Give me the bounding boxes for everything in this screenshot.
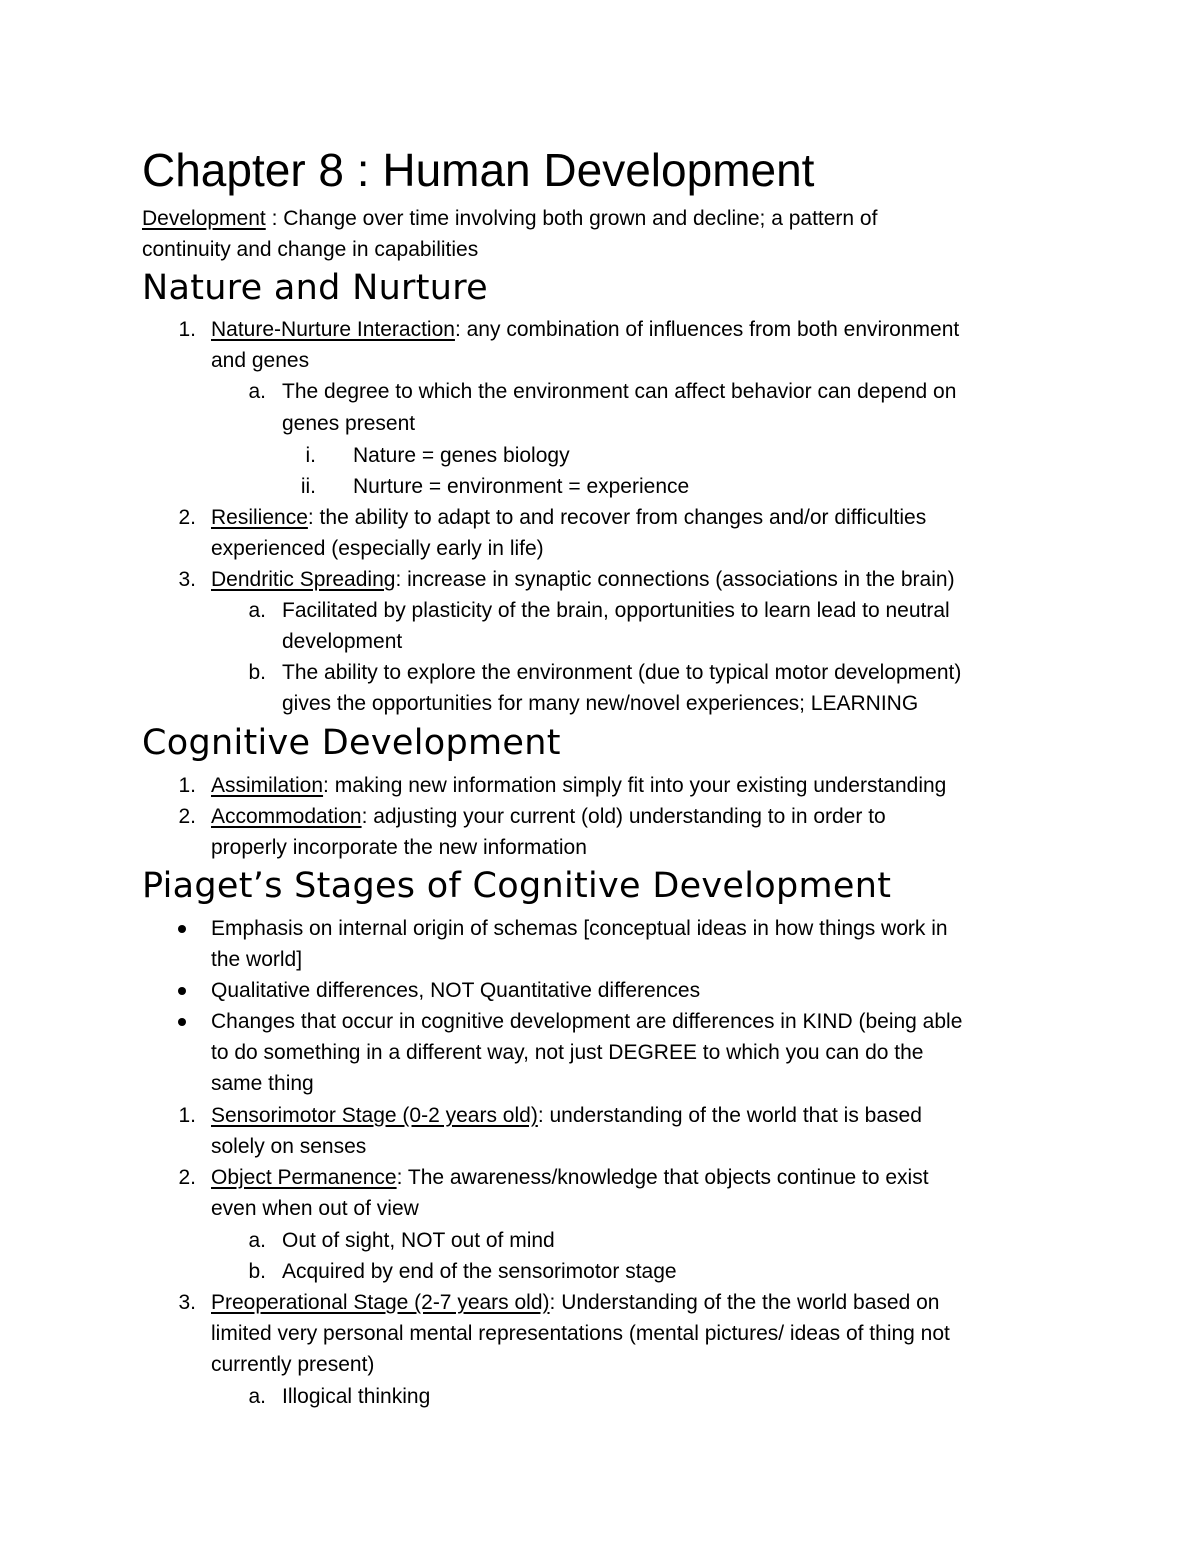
list-item-text-continued: and genes — [211, 349, 310, 372]
list-item-text: : The awareness/knowledge that objects continue to exist — [396, 1166, 929, 1189]
list-item-resilience — [211, 502, 926, 533]
bullet-item-text-continued: the world] — [211, 948, 303, 971]
bullet-item-text: Changes that occur in cognitive development are differences in KIND (being able — [211, 1010, 963, 1033]
term-nature-nurture-interaction: Nature-Nurture Interaction — [211, 318, 455, 341]
page-title: Chapter 8 : Human Development — [142, 144, 815, 196]
list-item-sensorimotor-stage — [211, 1100, 922, 1131]
term-dendritic-spreading: Dendritic Spreading — [211, 568, 396, 591]
sub-sub-item-text: Nature = genes biology — [353, 444, 570, 467]
bullet-item-text-continued: to do something in a different way, not just DEGREE to which you can do the — [211, 1041, 924, 1064]
list-item-object-permanence — [211, 1162, 929, 1193]
term-accommodation: Accommodation — [211, 805, 362, 828]
list-item-text-continued: experienced (especially early in life) — [211, 537, 544, 560]
list-item-accommodation — [211, 801, 886, 832]
list-item-dendritic-spreading — [211, 564, 955, 595]
list-marker: 3. — [178, 568, 196, 591]
sub-item-text: Acquired by end of the sensorimotor stage — [282, 1260, 677, 1283]
list-item-text: : adjusting your current (old) understanding to in order to — [361, 805, 886, 828]
list-item-preoperational-stage — [211, 1287, 939, 1318]
list-item-text: : any combination of influences from both environment — [454, 318, 960, 341]
term-object-permanence: Object Permanence — [211, 1166, 397, 1189]
sub-item-text: The degree to which the environment can affect behavior can depend on — [282, 380, 957, 403]
list-marker: a. — [248, 380, 266, 403]
list-marker: 2. — [178, 1166, 196, 1189]
list-item-text-continued: limited very personal mental representations (mental pictures/ ideas of thing not — [211, 1322, 950, 1345]
heading-cognitive-development: Cognitive Development — [142, 723, 561, 763]
sub-item-text-continued: gives the opportunities for many new/novel experiences; LEARNING — [282, 692, 919, 715]
list-item-text: : making new information simply fit into your existing understanding — [323, 774, 947, 797]
list-marker: 3. — [178, 1291, 196, 1314]
list-item-text-continued: properly incorporate the new information — [211, 836, 587, 859]
list-marker: b. — [248, 661, 266, 684]
term-preoperational-stage: Preoperational Stage (2-7 years old) — [211, 1291, 550, 1314]
list-marker: 1. — [178, 774, 196, 797]
term-sensorimotor-stage: Sensorimotor Stage (0-2 years old) — [211, 1104, 538, 1127]
definition-text: : Change over time involving both grown and decline; a pattern of — [265, 207, 878, 230]
term-development: Development — [142, 207, 266, 230]
sub-item-text: The ability to explore the environment (due to typical motor development) — [282, 661, 962, 684]
heading-piaget-stages: Piaget’s Stages of Cognitive Development — [142, 866, 892, 906]
list-item-text-continued: even when out of view — [211, 1197, 419, 1220]
list-marker: 2. — [178, 805, 196, 828]
definition-development — [142, 203, 877, 234]
list-item-assimilation — [211, 770, 946, 801]
list-marker: a. — [248, 1385, 266, 1408]
term-assimilation: Assimilation — [211, 774, 324, 797]
list-item-text: : Understanding of the the world based on — [549, 1291, 940, 1314]
list-item-text: : increase in synaptic connections (associations in the brain) — [395, 568, 955, 591]
bullet-icon — [178, 1018, 186, 1026]
list-item-text: : the ability to adapt to and recover from changes and/or difficulties — [307, 506, 927, 529]
bullet-icon — [178, 987, 186, 995]
heading-nature-nurture: Nature and Nurture — [142, 268, 489, 308]
bullet-icon — [178, 925, 186, 933]
list-marker: 1. — [178, 318, 196, 341]
bullet-item-text: Qualitative differences, NOT Quantitative differences — [211, 979, 701, 1002]
list-marker: 1. — [178, 1104, 196, 1127]
list-item-text: : understanding of the world that is based — [537, 1104, 922, 1127]
list-marker: i. — [305, 444, 316, 467]
list-marker: 2. — [178, 506, 196, 529]
sub-item-text-continued: development — [282, 630, 403, 653]
sub-sub-item-text: Nurture = environment = experience — [353, 475, 690, 498]
list-marker: b. — [248, 1260, 266, 1283]
sub-item-text: Out of sight, NOT out of mind — [282, 1229, 555, 1252]
bullet-item-text: Emphasis on internal origin of schemas [conceptual ideas in how things work in — [211, 917, 948, 940]
list-marker: a. — [248, 1229, 266, 1252]
term-resilience: Resilience — [211, 506, 308, 529]
definition-text-continued: continuity and change in capabilities — [142, 238, 479, 261]
list-marker: a. — [248, 599, 266, 622]
bullet-item-text-continued: same thing — [211, 1072, 314, 1095]
list-item-text-continued: solely on senses — [211, 1135, 367, 1158]
list-item-nature-nurture-interaction — [211, 314, 959, 345]
sub-item-text: Facilitated by plasticity of the brain, opportunities to learn lead to neutral — [282, 599, 950, 622]
sub-item-text: Illogical thinking — [282, 1385, 431, 1408]
sub-item-text-continued: genes present — [282, 412, 416, 435]
list-item-text-continued: currently present) — [211, 1353, 375, 1376]
list-marker: ii. — [300, 475, 316, 498]
